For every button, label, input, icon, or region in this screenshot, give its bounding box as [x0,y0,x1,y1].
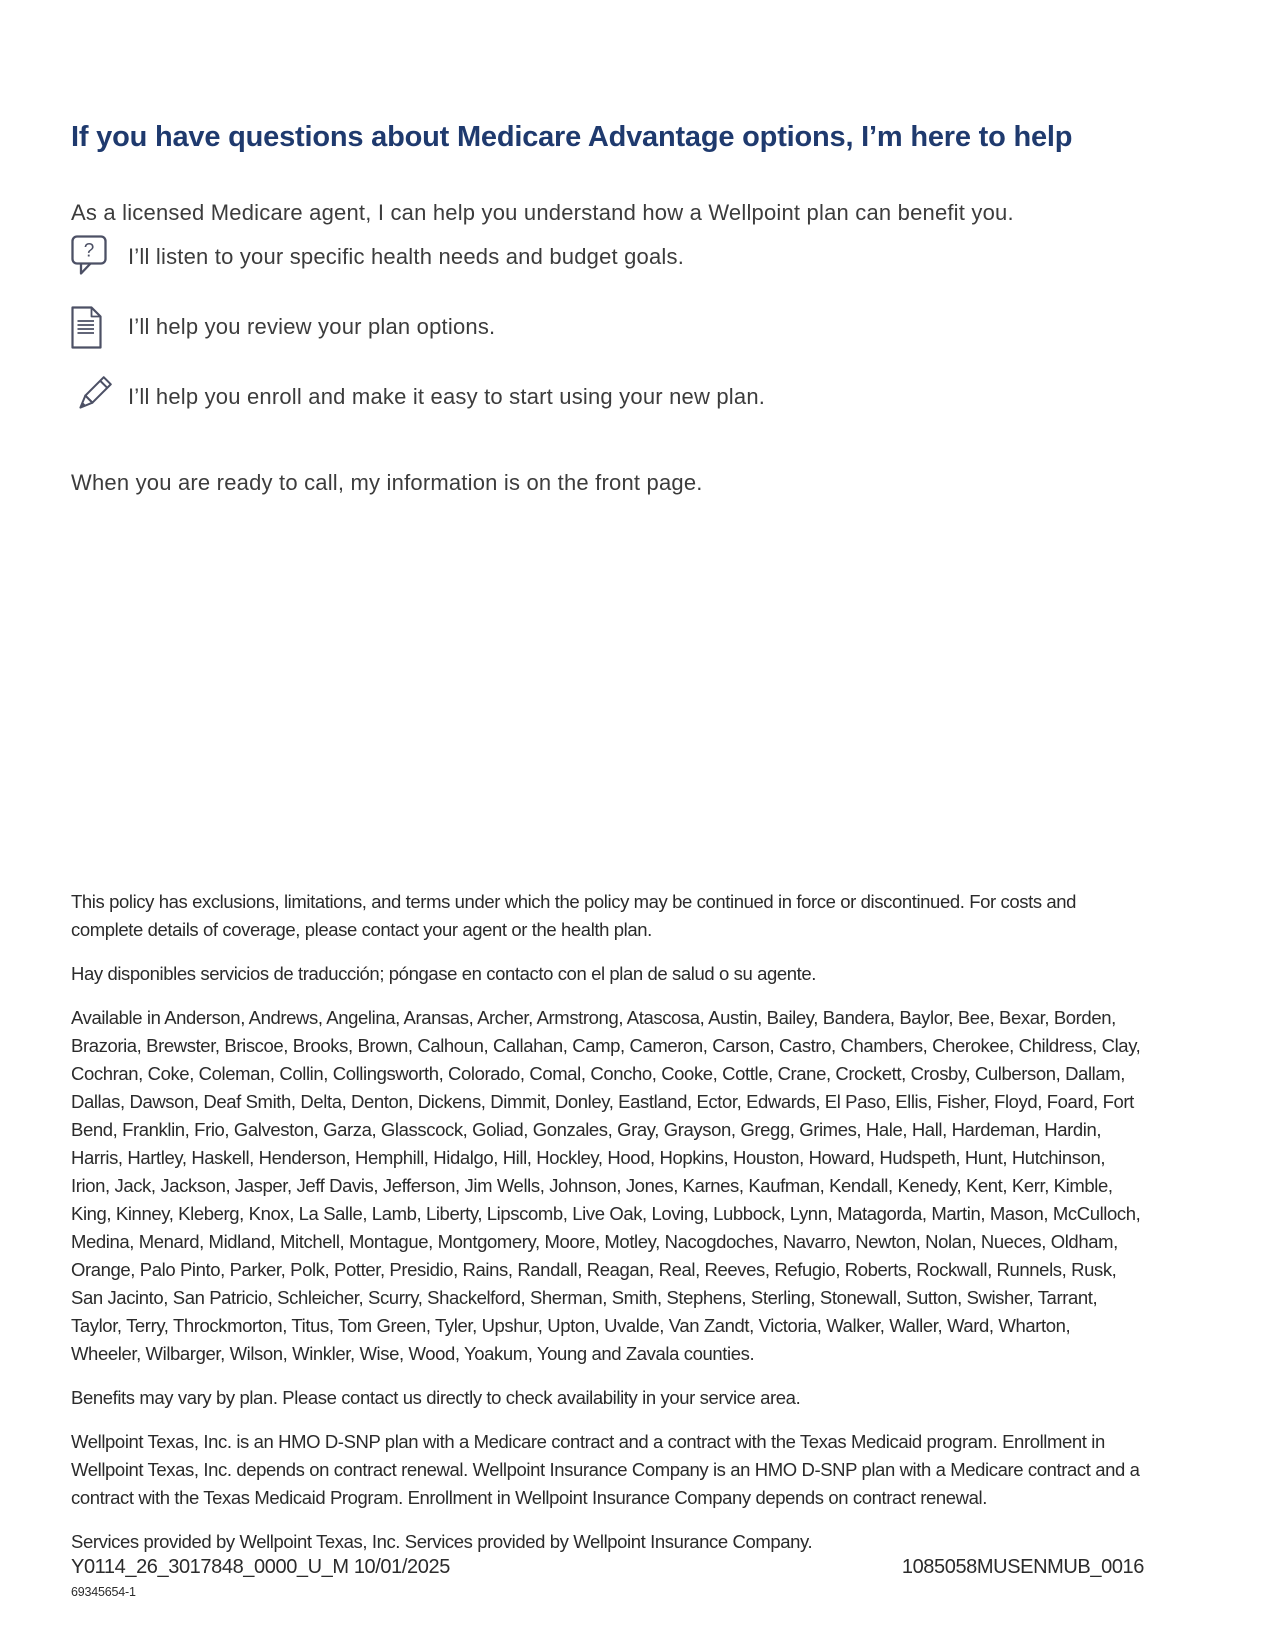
disclaimer-benefits-vary: Benefits may vary by plan. Please contact us directly to check availability in your service area. [71,1387,801,1408]
pencil-icon [71,377,117,417]
list-item [71,230,1144,284]
disclaimer-plan-contract: Wellpoint Texas, Inc. is an HMO D-SNP plan with a Medicare contract and a contract with the Texas Medicaid program. Enrollment in Wellpoint Texas, Inc. depends on contract renewal. Wellpoint Insurance Company is an HMO D-SNP plan with a Medicare contract and a contract with the Texas Medicaid Program. Enrollment in Wellpoint Insurance Company depends on contract renewal. [71,1431,1140,1508]
question-speech-bubble-icon [71,235,117,279]
bullet-label: I’ll help you enroll and make it easy to start using your new plan. [128,384,766,409]
benefit-bullet-list [71,230,1144,440]
footer-print-code: 69345654-1 [71,1585,136,1599]
footer-document-code: 1085058MUSENMUB_0016 [901,1556,1144,1578]
disclaimer-counties: Available in Anderson, Andrews, Angelina, Aransas, Archer, Armstrong, Atascosa, Austin, Bailey, Bandera, Baylor, Bee, Bexar, Borden, Brazoria, Brewster, Briscoe, Brooks, Brown, Calhoun, Callahan, Camp, Cameron, Carson, Castro, Chambers, Cherokee, Childress, Clay, Cochran, Coke, Coleman, Collin, Collingsworth, Colorado, Comal, Concho, Cooke, Cottle, Crane, Crockett, Crosby, Culberson, Dallam, Dallas, Dawson, Deaf Smith, Delta, Denton, Dickens, Dimmit, Donley, Eastland, Ector, Edwards, El Paso, Ellis, Fisher, Floyd, Foard, Fort Bend, Franklin, Frio, Galveston, Garza, Glasscock, Goliad, Gonzales, Gray, Grayson, Gregg, Grimes, Hale, Hall, Hardeman, Hardin, Harris, Hartley, Haskell, Henderson, Hemphill, Hidalgo, Hill, Hockley, Hood, Hopkins, Houston, Howard, Hudspeth, Hunt, Hutchinson, Irion, Jack, Jackson, Jasper, Jeff Davis, Jefferson, Jim Wells, Johnson, Jones, Karnes, Kaufman, Kendall, Kenedy, Kent, Kerr, Kimble, King, Kinney, Kleberg, Knox, La Salle, Lamb, Liberty, Lipscomb, Live Oak, Loving, Lubbock, Lynn, Matagorda, Martin, Mason, McCulloch, Medina, Menard, Midland, Mitchell, Montague, Montgomery, Moore, Motley, Nacogdoches, Navarro, Newton, Nolan, Nueces, Oldham, Orange, Palo Pinto, Parker, Polk, Potter, Presidio, Rains, Randall, Reagan, Real, Reeves, Refugio, Roberts, Rockwall, Runnels, Rusk, San Jacinto, San Patricio, Schleicher, Scurry, Shackelford, Sherman, Smith, Stephens, Sterling, Stonewall, Sutton, Swisher, Tarrant, Taylor, Terry, Throckmorton, Titus, Tom Green, Tyler, Upshur, Upton, Uvalde, Van Zandt, Victoria, Walker, Waller, Ward, Wharton, Wheeler, Wilbarger, Wilson, Winkler, Wise, Wood, Yoakum, Young and Zavala counties. [71,1007,1141,1364]
list-item [71,370,1144,424]
bullet-label: I’ll help you review your plan options. [128,314,496,339]
footer-material-id: Y0114_26_3017848_0000_U_M 10/01/2025 [71,1556,450,1578]
disclaimer-translation-es: Hay disponibles servicios de traducción; póngase en contacto con el plan de salud o su agente. [71,963,817,984]
intro-text: As a licensed Medicare agent, I can help you understand how a Wellpoint plan can benefit you. [71,200,1014,225]
closing-text: When you are ready to call, my information is on the front page. [71,470,703,495]
page-footer [71,1556,1144,1599]
disclaimer-section [71,888,1144,1572]
bullet-label: I’ll listen to your specific health needs and budget goals. [128,244,685,269]
page-title: If you have questions about Medicare Advantage options, I’m here to help [71,121,1073,154]
list-item [71,300,1144,354]
svg-text:?: ? [83,240,95,262]
disclaimer-policy: This policy has exclusions, limitations, and terms under which the policy may be continued in force or discontinued. For costs and complete details of coverage, please contact your agent or the health plan. [71,891,1077,940]
document-icon [71,306,117,349]
disclaimer-services: Services provided by Wellpoint Texas, Inc. Services provided by Wellpoint Insurance Company. [71,1531,813,1552]
footer-left-block [71,1556,450,1599]
